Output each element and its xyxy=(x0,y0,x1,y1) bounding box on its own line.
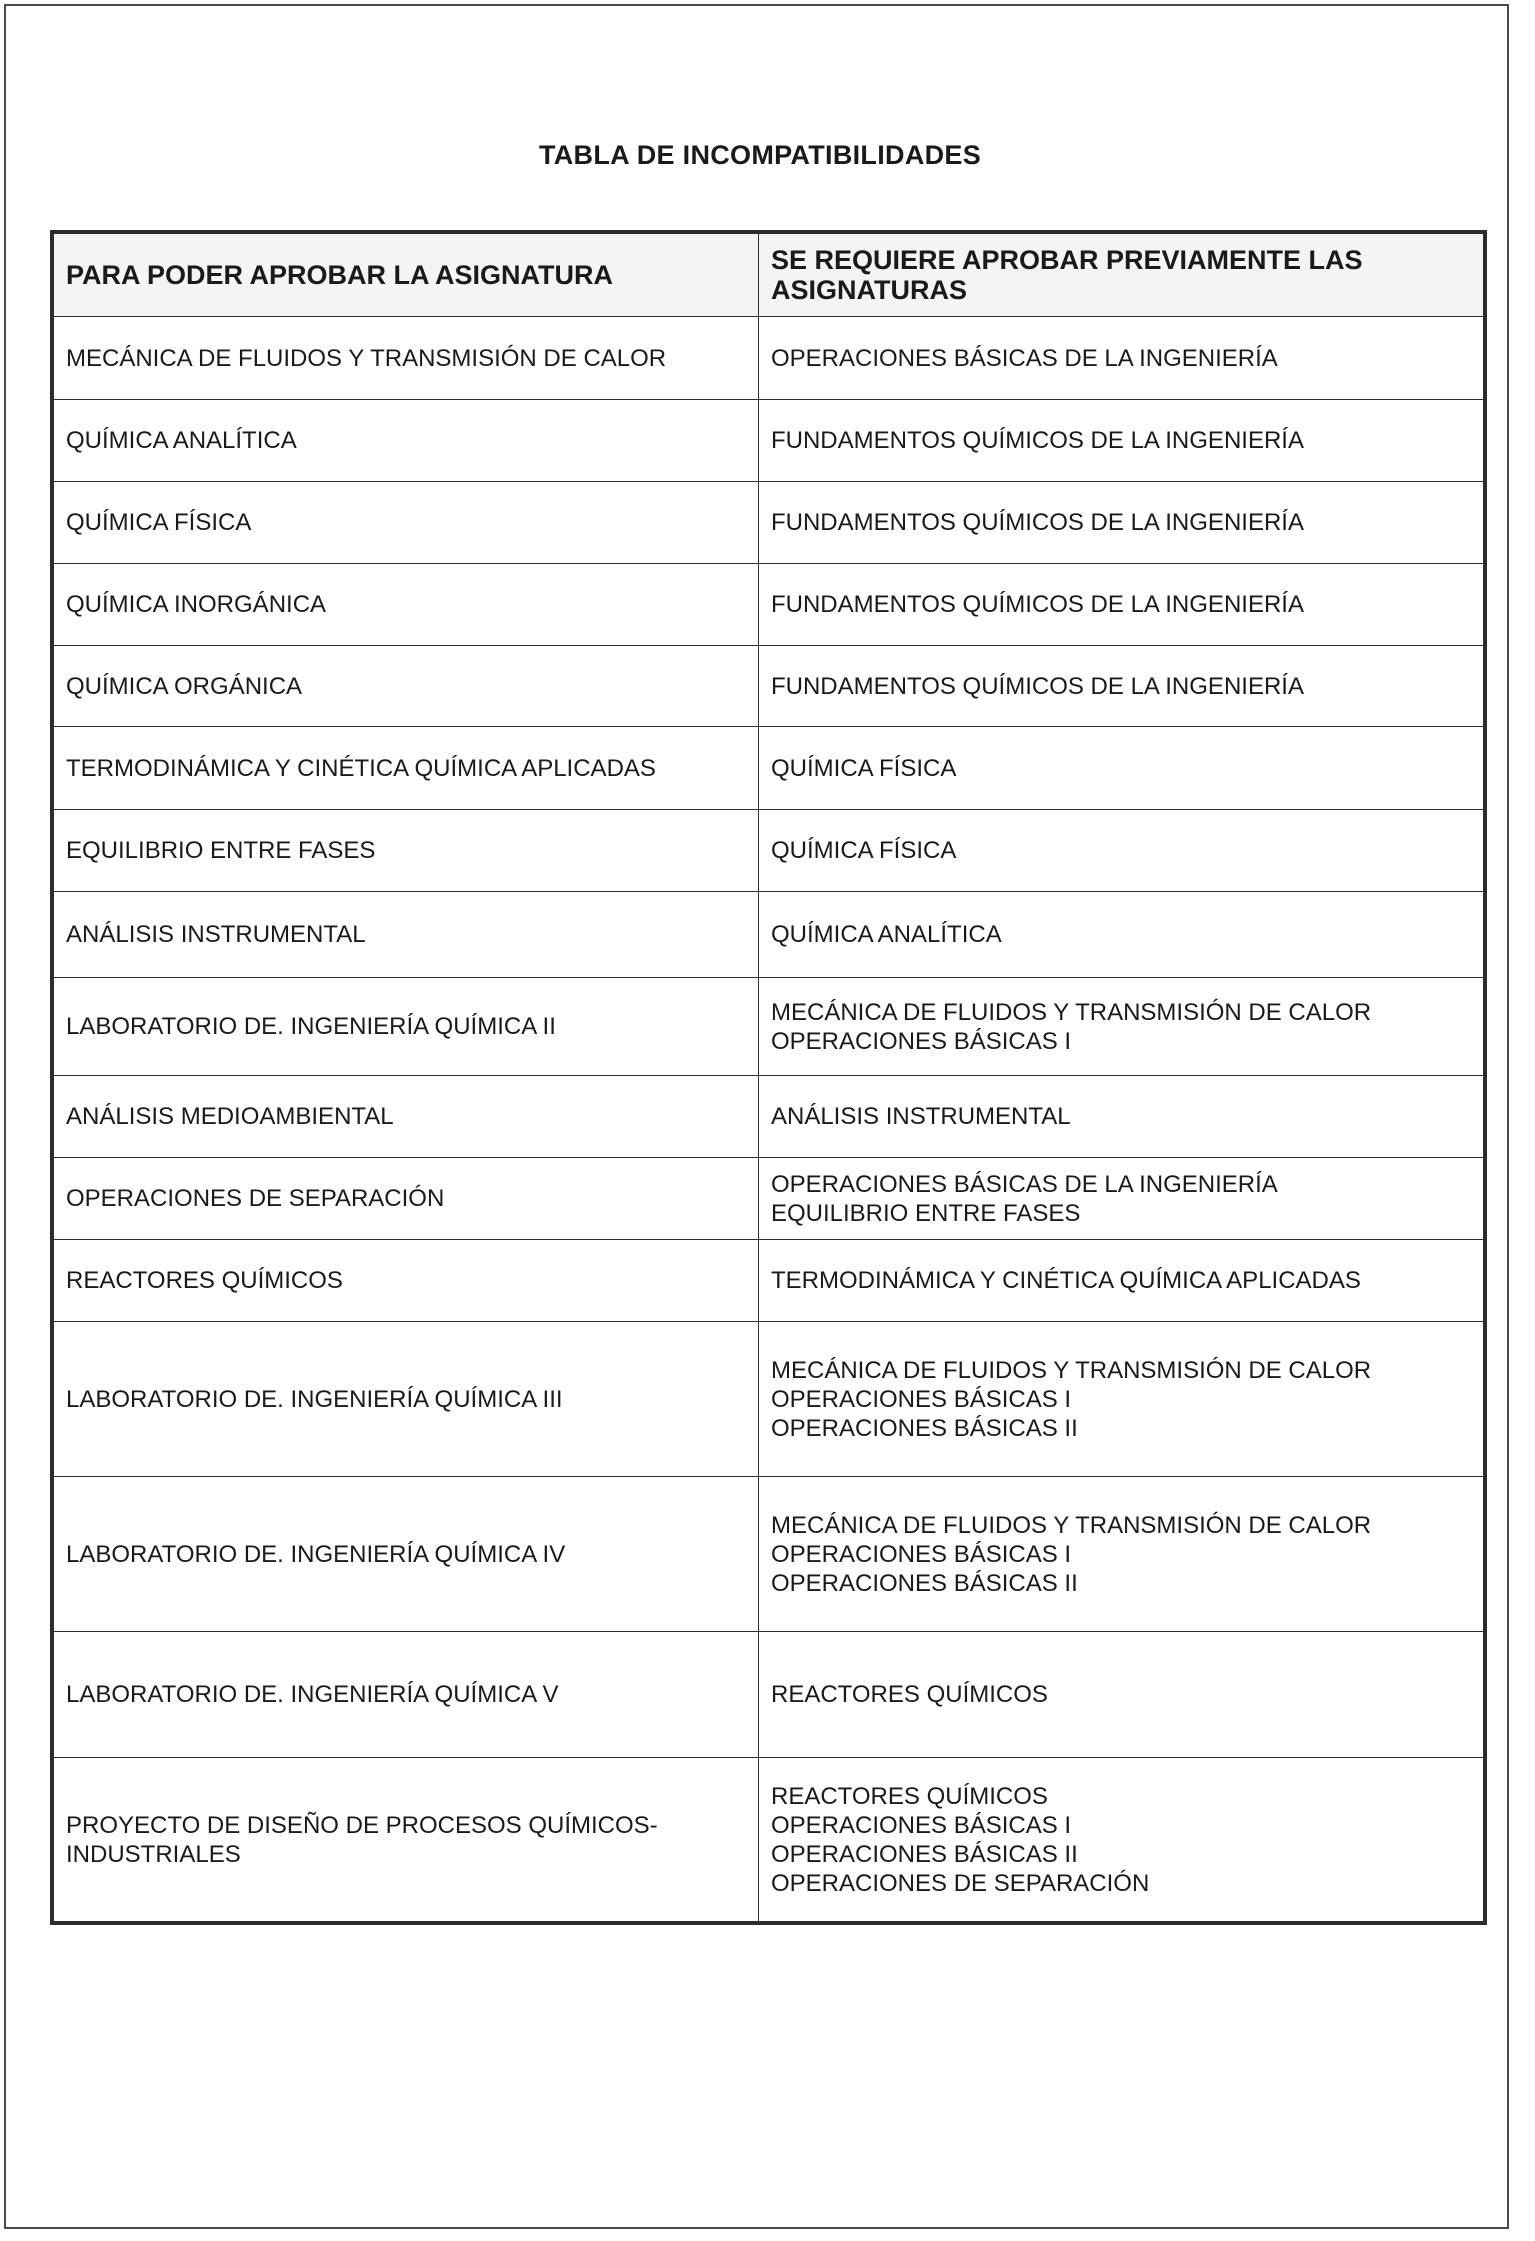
header-subject: PARA PODER APROBAR LA ASIGNATURA xyxy=(54,234,759,317)
table-row xyxy=(54,1240,1484,1322)
prerequisite-item: OPERACIONES DE SEPARACIÓN xyxy=(770,1869,1150,1897)
subject-cell: LABORATORIO DE. INGENIERÍA QUÍMICA III xyxy=(54,1322,759,1477)
table-row xyxy=(54,646,1484,727)
subject-cell: ANÁLISIS MEDIOAMBIENTAL xyxy=(54,1076,759,1158)
incompatibility-table xyxy=(53,233,1484,1922)
prerequisite-item: OPERACIONES BÁSICAS I xyxy=(770,1027,1072,1055)
incompatibility-table-container xyxy=(50,230,1487,1925)
subject-cell: LABORATORIO DE. INGENIERÍA QUÍMICA V xyxy=(54,1632,759,1758)
table-row xyxy=(54,400,1484,482)
subject-cell: QUÍMICA FÍSICA xyxy=(54,482,759,564)
prerequisite-item: OPERACIONES BÁSICAS DE LA INGENIERÍA xyxy=(770,344,1278,372)
prerequisite-item: OPERACIONES BÁSICAS II xyxy=(770,1840,1078,1868)
prerequisite-item: MECÁNICA DE FLUIDOS Y TRANSMISIÓN DE CALOR xyxy=(770,998,1372,1026)
table-row xyxy=(54,1158,1484,1240)
table-row xyxy=(54,1632,1484,1758)
prerequisite-item: ANÁLISIS INSTRUMENTAL xyxy=(770,1103,1071,1130)
prerequisite-item: REACTORES QUÍMICOS xyxy=(770,1782,1048,1810)
prerequisite-item: FUNDAMENTOS QUÍMICOS DE LA INGENIERÍA xyxy=(770,509,1304,536)
prerequisite-item: OPERACIONES BÁSICAS I xyxy=(770,1811,1072,1839)
table-row xyxy=(54,810,1484,892)
prerequisites-cell xyxy=(758,1632,1483,1758)
table-row xyxy=(54,1322,1484,1477)
prerequisites-cell xyxy=(758,1240,1483,1322)
table-row xyxy=(54,978,1484,1076)
table-row xyxy=(54,727,1484,810)
subject-cell: QUÍMICA ORGÁNICA xyxy=(54,646,759,727)
subject-cell: REACTORES QUÍMICOS xyxy=(54,1240,759,1322)
prerequisite-item: FUNDAMENTOS QUÍMICOS DE LA INGENIERÍA xyxy=(770,427,1304,454)
prerequisites-cell xyxy=(758,978,1483,1076)
prerequisite-item: FUNDAMENTOS QUÍMICOS DE LA INGENIERÍA xyxy=(770,672,1304,700)
prerequisites-cell xyxy=(758,1477,1483,1632)
subject-cell: OPERACIONES DE SEPARACIÓN xyxy=(54,1158,759,1240)
prerequisites-cell xyxy=(758,482,1483,564)
subject-cell: LABORATORIO DE. INGENIERÍA QUÍMICA II xyxy=(54,978,759,1076)
subject-cell: ANÁLISIS INSTRUMENTAL xyxy=(54,892,759,978)
prerequisites-cell xyxy=(758,1322,1483,1477)
prerequisite-item: OPERACIONES BÁSICAS I xyxy=(770,1385,1072,1413)
prerequisite-item: QUÍMICA FÍSICA xyxy=(770,837,957,864)
table-row xyxy=(54,482,1484,564)
table-row xyxy=(54,1076,1484,1158)
prerequisite-item: OPERACIONES BÁSICAS II xyxy=(770,1414,1078,1442)
subject-cell: QUÍMICA INORGÁNICA xyxy=(54,564,759,646)
prerequisite-item: MECÁNICA DE FLUIDOS Y TRANSMISIÓN DE CALOR xyxy=(770,1511,1372,1539)
document-title: TABLA DE INCOMPATIBILIDADES xyxy=(538,140,982,170)
subject-cell: TERMODINÁMICA Y CINÉTICA QUÍMICA APLICADAS xyxy=(54,727,759,810)
prerequisites-cell xyxy=(758,1758,1483,1922)
prerequisites-cell xyxy=(758,727,1483,810)
subject-cell: LABORATORIO DE. INGENIERÍA QUÍMICA IV xyxy=(54,1477,759,1632)
prerequisites-cell xyxy=(758,1076,1483,1158)
prerequisites-cell xyxy=(758,1158,1483,1240)
subject-cell: MECÁNICA DE FLUIDOS Y TRANSMISIÓN DE CALOR xyxy=(54,317,759,400)
prerequisite-item: FUNDAMENTOS QUÍMICOS DE LA INGENIERÍA xyxy=(770,591,1304,618)
subject-cell: QUÍMICA ANALÍTICA xyxy=(54,400,759,482)
table-row xyxy=(54,892,1484,978)
prerequisites-cell xyxy=(758,317,1483,400)
table-row xyxy=(54,317,1484,400)
prerequisite-item: QUÍMICA ANALÍTICA xyxy=(770,921,1002,948)
prerequisite-item: OPERACIONES BÁSICAS II xyxy=(770,1569,1078,1597)
prerequisites-cell xyxy=(758,810,1483,892)
prerequisite-item: REACTORES QUÍMICOS xyxy=(770,1681,1048,1708)
table-body xyxy=(54,317,1484,1922)
table-row xyxy=(54,1477,1484,1632)
prerequisites-cell xyxy=(758,646,1483,727)
prerequisite-item: OPERACIONES BÁSICAS DE LA INGENIERÍA xyxy=(770,1170,1278,1198)
prerequisites-cell xyxy=(758,400,1483,482)
prerequisite-item: EQUILIBRIO ENTRE FASES xyxy=(770,1199,1081,1227)
prerequisites-cell xyxy=(758,892,1483,978)
subject-cell: PROYECTO DE DISEÑO DE PROCESOS QUÍMICOS-INDUSTRIALES xyxy=(54,1758,759,1922)
subject-cell: EQUILIBRIO ENTRE FASES xyxy=(54,810,759,892)
prerequisite-item: TERMODINÁMICA Y CINÉTICA QUÍMICA APLICADAS xyxy=(770,1267,1361,1294)
table-row xyxy=(54,1758,1484,1922)
header-prerequisites: SE REQUIERE APROBAR PREVIAMENTE LAS ASIGNATURAS xyxy=(758,234,1483,317)
prerequisite-item: MECÁNICA DE FLUIDOS Y TRANSMISIÓN DE CALOR xyxy=(770,1356,1372,1384)
table-row xyxy=(54,564,1484,646)
table-header-row xyxy=(54,234,1484,317)
prerequisites-cell xyxy=(758,564,1483,646)
prerequisite-item: OPERACIONES BÁSICAS I xyxy=(770,1540,1072,1568)
prerequisite-item: QUÍMICA FÍSICA xyxy=(770,754,957,782)
